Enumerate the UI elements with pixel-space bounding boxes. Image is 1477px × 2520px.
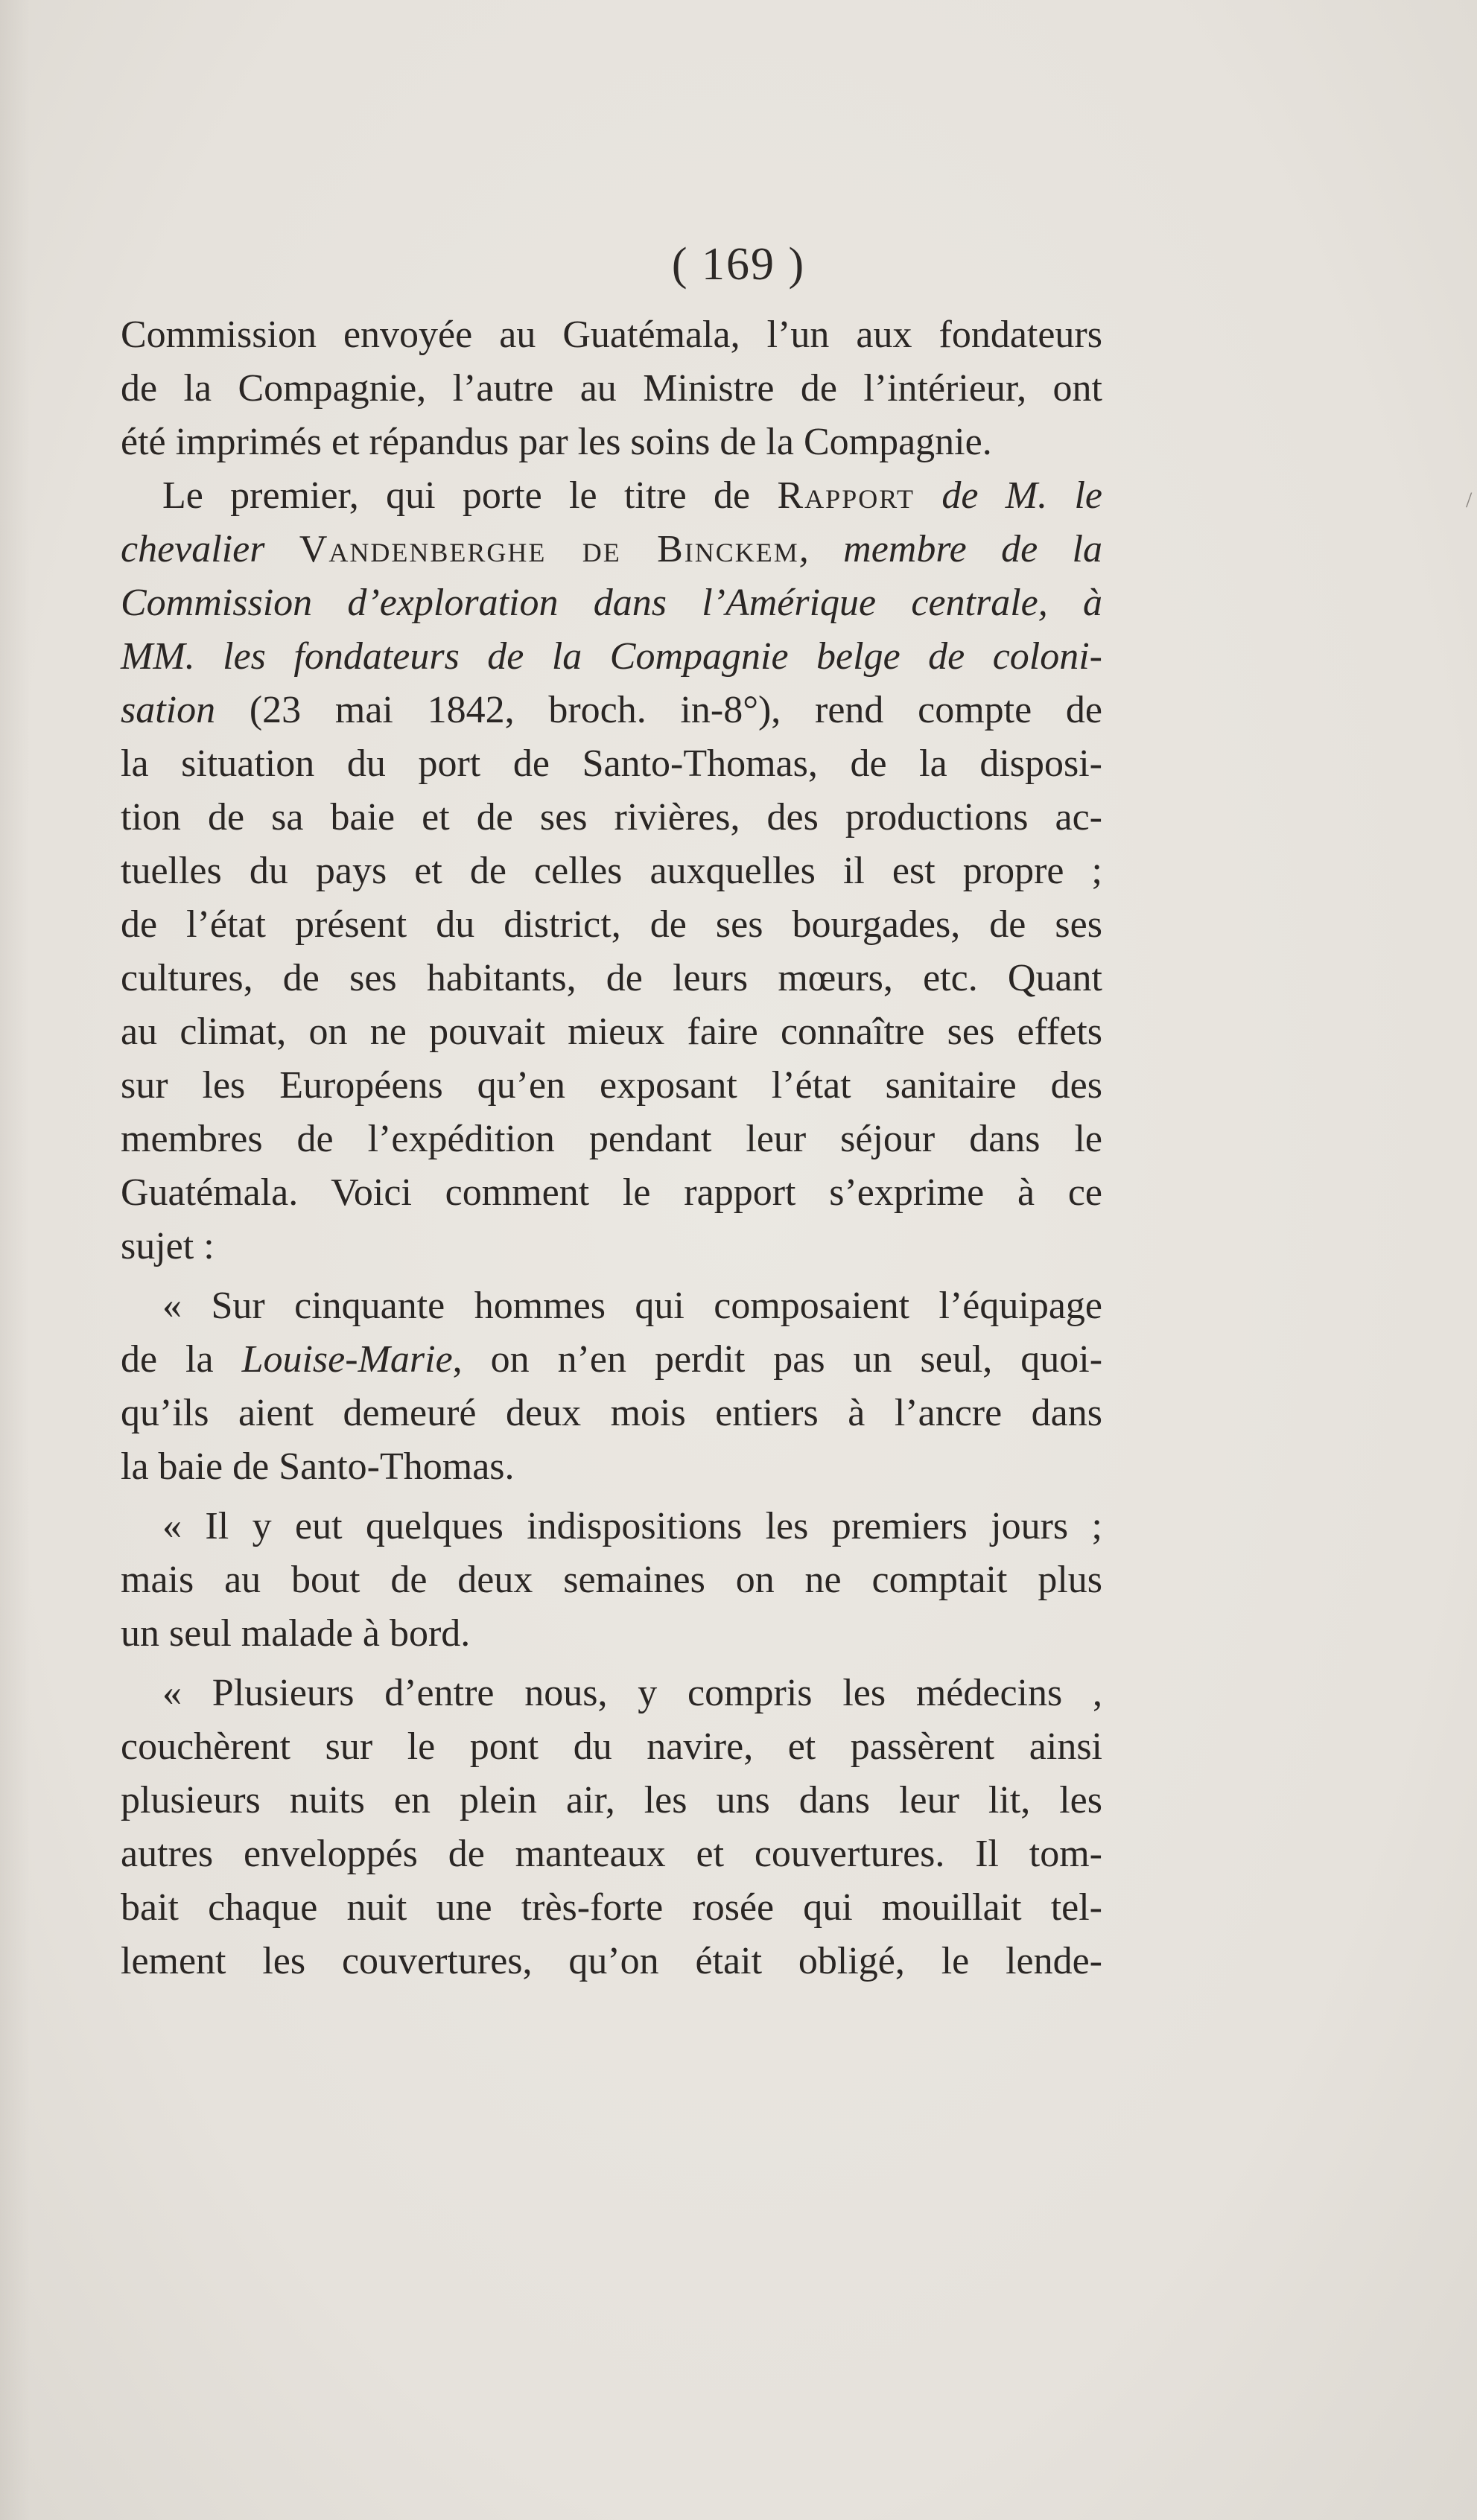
text-line	[121, 523, 1102, 576]
text-line: mais au bout de deux semaines on ne comptait plus	[121, 1559, 1102, 1601]
text-line: de la Compagnie, l’autre au Ministre de l’intérieur, ont	[121, 367, 1102, 410]
text-run: de la	[121, 1338, 242, 1381]
text-line: autres enveloppés de manteaux et couvertures. Il tom-	[121, 1833, 1102, 1875]
text-line	[121, 469, 1102, 523]
text-run-italic: sation	[121, 689, 216, 731]
text-line: « Sur cinquante hommes qui composaient l’équipage	[162, 1285, 1102, 1327]
text-run-italic: chevalier	[121, 528, 299, 570]
text-line: tuelles du pays et de celles auxquelles il est propre ;	[121, 850, 1102, 892]
text-line: sujet :	[121, 1225, 215, 1267]
text-line: « Il y eut quelques indispositions les premiers jours ;	[162, 1505, 1102, 1547]
margin-mark: /	[1466, 488, 1473, 512]
text-line: plusieurs nuits en plein air, les uns dans leur lit, les	[121, 1779, 1102, 1821]
text-line: Commission envoyée au Guatémala, l’un aux fondateurs	[121, 314, 1102, 356]
text-run-italic: Louise-Marie	[241, 1338, 453, 1381]
text-run-italic: de M. le	[915, 474, 1102, 517]
text-line: MM. les fondateurs de la Compagnie belge de coloni-	[121, 635, 1102, 678]
text-run: Le premier, qui porte le titre de	[162, 474, 778, 517]
text-line: sur les Européens qu’en exposant l’état sanitaire des	[121, 1064, 1102, 1107]
text-line: la situation du port de Santo-Thomas, de la disposi-	[121, 742, 1102, 785]
text-line: Commission d’exploration dans l’Amérique centrale, à	[121, 582, 1102, 624]
text-line: membres de l’expédition pendant leur séjour dans le	[121, 1118, 1102, 1160]
text-line: un seul malade à bord.	[121, 1612, 471, 1655]
page-number: ( 169 )	[671, 239, 806, 290]
text-run-italic: , membre de la	[798, 528, 1102, 570]
text-run: (23 mai 1842, broch. in-8°), rend compte de	[215, 689, 1102, 731]
text-line: Guatémala. Voici comment le rapport s’exprime à ce	[121, 1171, 1102, 1214]
text-line: couchèrent sur le pont du navire, et passèrent ainsi	[121, 1725, 1102, 1768]
text-line: la baie de Santo-Thomas.	[121, 1445, 515, 1488]
text-line: lement les couvertures, qu’on était obligé, le lende-	[121, 1940, 1102, 1982]
text-line	[121, 1333, 1102, 1387]
text-line: bait chaque nuit une très-forte rosée qui mouillait tel-	[121, 1886, 1102, 1929]
text-line: au climat, on ne pouvait mieux faire connaître ses effets	[121, 1011, 1102, 1053]
text-run-smallcaps: Vandenberghe de Binckem	[299, 528, 799, 570]
text-line	[121, 684, 1102, 737]
text-line: de l’état présent du district, de ses bourgades, de ses	[121, 903, 1102, 946]
body-text	[121, 308, 1102, 1988]
text-line: tion de sa baie et de ses rivières, des productions ac-	[121, 796, 1102, 839]
text-line: cultures, de ses habitants, de leurs mœurs, etc. Quant	[121, 957, 1102, 999]
text-run: , on n’en perdit pas un seul, quoi-	[452, 1338, 1103, 1381]
text-line: « Plusieurs d’entre nous, y compris les médecins ,	[162, 1672, 1102, 1714]
text-line: qu’ils aient demeuré deux mois entiers à l’ancre dans	[121, 1392, 1102, 1434]
text-line: été imprimés et répandus par les soins de la Compagnie.	[121, 421, 992, 463]
text-run-smallcaps: Rapport	[777, 474, 915, 517]
